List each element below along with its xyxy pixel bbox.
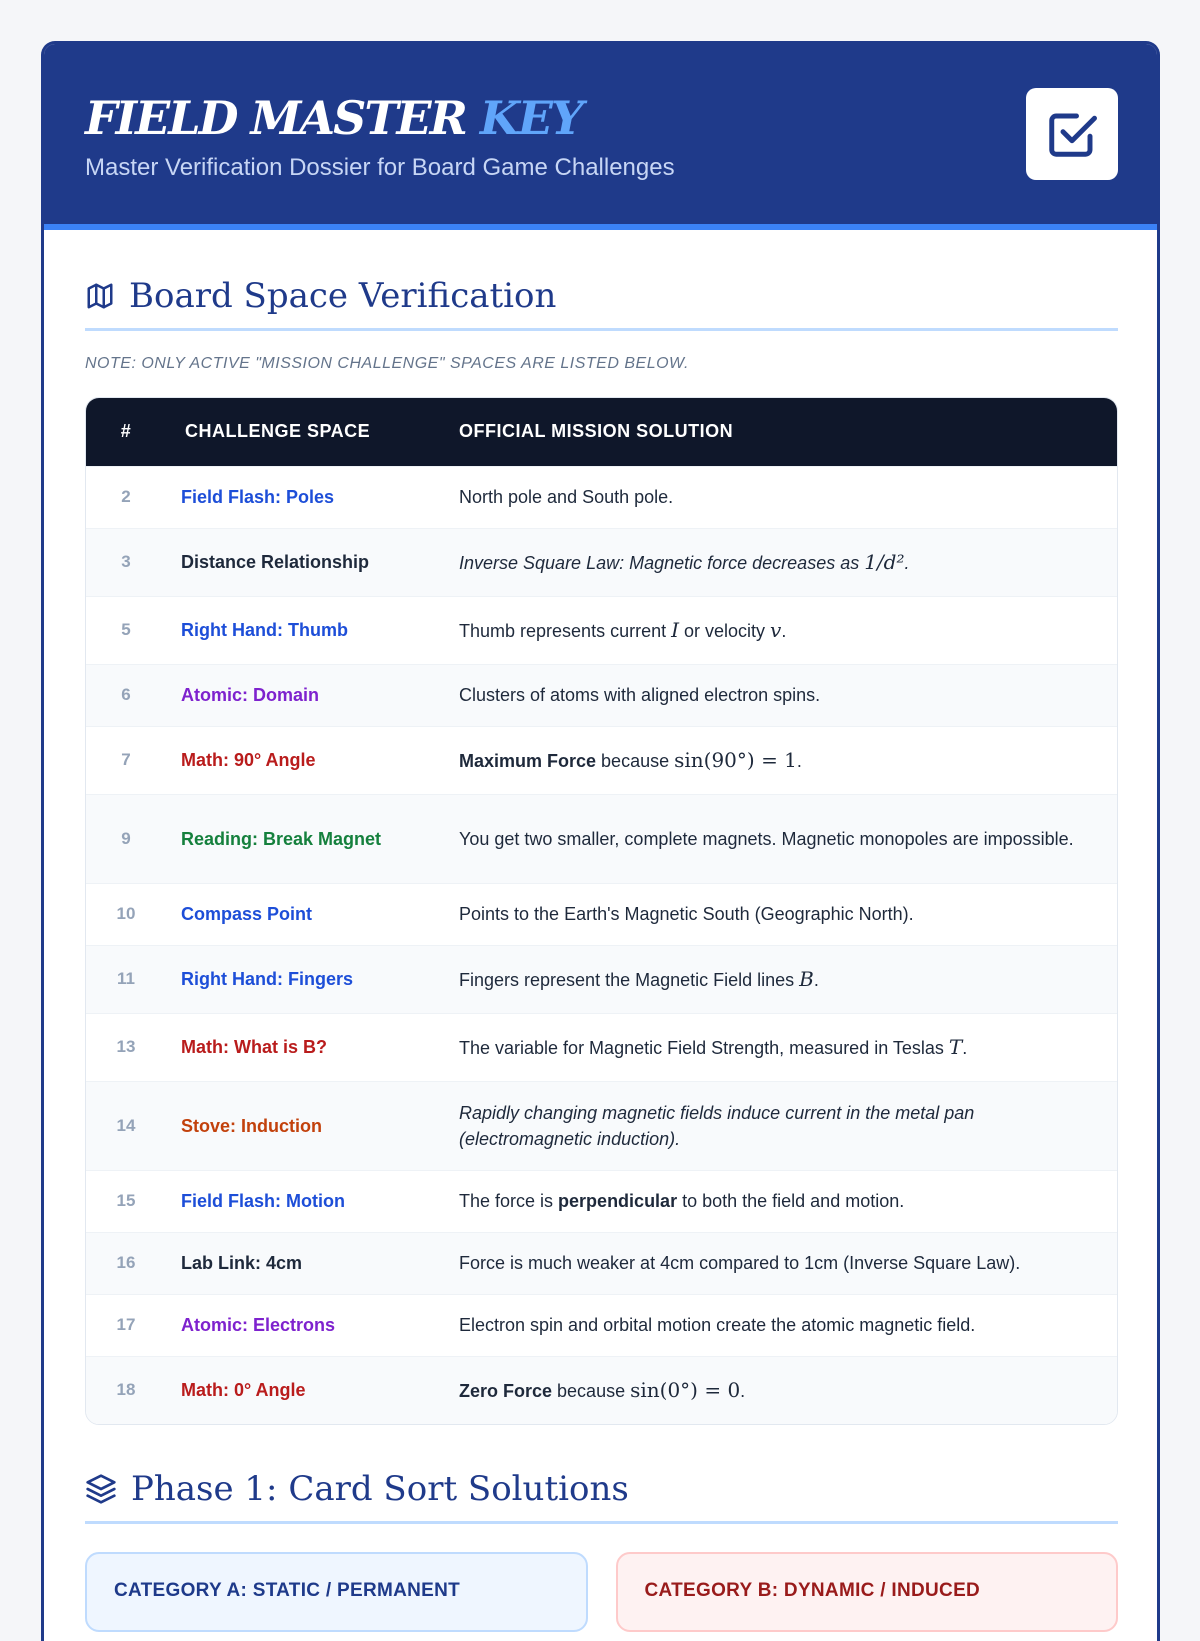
formula: sin(90°) = 1 (674, 747, 797, 772)
challenge-space: Atomic: Domain (166, 664, 459, 726)
section-heading-card-sort (85, 1467, 1118, 1524)
map-icon (85, 281, 115, 311)
column-header-num: # (120, 421, 132, 442)
challenge-space: Math: 90° Angle (166, 726, 459, 794)
mission-solution: Thumb represents current I or velocity v. (459, 596, 1117, 664)
dossier-card (41, 41, 1160, 1641)
mission-solution: North pole and South pole. (459, 466, 1117, 528)
row-number: 10 (86, 883, 166, 945)
table-row (86, 466, 1117, 528)
title-main: FIELD MASTER (85, 91, 466, 145)
section-heading-board-space (85, 274, 1118, 331)
mission-solution: You get two smaller, complete magnets. Magnetic monopoles are impossible. (459, 794, 1117, 883)
row-number: 2 (86, 466, 166, 528)
row-number: 17 (86, 1294, 166, 1356)
challenge-space: Atomic: Electrons (166, 1294, 459, 1356)
mission-solution: Fingers represent the Magnetic Field lines B. (459, 945, 1117, 1013)
category-panels (85, 1552, 1118, 1632)
section-title: Phase 1: Card Sort Solutions (131, 1469, 629, 1509)
table-row (86, 1232, 1117, 1294)
table-row (86, 1294, 1117, 1356)
challenge-space: Lab Link: 4cm (166, 1232, 459, 1294)
section-note: NOTE: ONLY ACTIVE "MISSION CHALLENGE" SPACES ARE LISTED BELOW. (85, 355, 689, 372)
challenge-space: Distance Relationship (166, 528, 459, 596)
page-title (85, 90, 1157, 146)
table-row (86, 1170, 1117, 1232)
table-row (86, 794, 1117, 883)
mission-solution: Force is much weaker at 4cm compared to 1cm (Inverse Square Law). (459, 1232, 1117, 1294)
row-number: 16 (86, 1232, 166, 1294)
table-row (86, 945, 1117, 1013)
challenge-space: Math: What is B? (166, 1013, 459, 1081)
category-b-title: CATEGORY B: DYNAMIC / INDUCED (644, 1580, 981, 1601)
mission-solution: Rapidly changing magnetic fields induce current in the metal pan (electromagnetic induction). (459, 1081, 1117, 1170)
formula: T (948, 1034, 963, 1059)
category-b-panel (616, 1552, 1119, 1632)
challenge-space: Reading: Break Magnet (166, 794, 459, 883)
row-number: 9 (86, 794, 166, 883)
challenge-space: Right Hand: Fingers (166, 945, 459, 1013)
row-number: 14 (86, 1081, 166, 1170)
row-number: 11 (86, 945, 166, 1013)
row-number: 18 (86, 1356, 166, 1424)
table-row (86, 528, 1117, 596)
column-header-space: CHALLENGE SPACE (185, 421, 371, 442)
category-a-title: CATEGORY A: STATIC / PERMANENT (114, 1580, 461, 1601)
mission-solution: Clusters of atoms with aligned electron spins. (459, 664, 1117, 726)
row-number: 15 (86, 1170, 166, 1232)
mission-solution: Inverse Square Law: Magnetic force decreases as 1/d². (459, 528, 1117, 596)
layers-icon (85, 1473, 117, 1505)
table-row (86, 726, 1117, 794)
header (44, 44, 1157, 230)
formula: 1/d² (864, 549, 905, 574)
table-row (86, 1081, 1117, 1170)
challenge-space: Stove: Induction (166, 1081, 459, 1170)
section-title: Board Space Verification (129, 276, 557, 316)
table-row (86, 883, 1117, 945)
column-header-solution: OFFICIAL MISSION SOLUTION (459, 421, 734, 442)
title-accent: KEY (479, 91, 582, 145)
table-header-row (86, 398, 1117, 466)
challenge-space: Field Flash: Poles (166, 466, 459, 528)
mission-solution: The variable for Magnetic Field Strength, measured in Teslas T. (459, 1013, 1117, 1081)
formula: v (770, 617, 782, 642)
challenge-space: Math: 0° Angle (166, 1356, 459, 1424)
formula: B (799, 966, 814, 991)
mission-solution: The force is perpendicular to both the field and motion. (459, 1170, 1117, 1232)
challenge-space: Right Hand: Thumb (166, 596, 459, 664)
row-number: 5 (86, 596, 166, 664)
mission-solution: Electron spin and orbital motion create the atomic magnetic field. (459, 1294, 1117, 1356)
checkbox-icon (1045, 107, 1099, 161)
row-number: 3 (86, 528, 166, 596)
row-number: 7 (86, 726, 166, 794)
logo-badge (1026, 88, 1118, 180)
table-row (86, 1356, 1117, 1424)
row-number: 13 (86, 1013, 166, 1081)
table-row (86, 596, 1117, 664)
table-row (86, 664, 1117, 726)
mission-solution: Points to the Earth's Magnetic South (Geographic North). (459, 883, 1117, 945)
mission-solution: Maximum Force because sin(90°) = 1. (459, 726, 1117, 794)
row-number: 6 (86, 664, 166, 726)
formula: sin(0°) = 0 (630, 1377, 741, 1402)
mission-solution: Zero Force because sin(0°) = 0. (459, 1356, 1117, 1424)
challenge-space: Field Flash: Motion (166, 1170, 459, 1232)
category-a-panel (85, 1552, 588, 1632)
challenge-space: Compass Point (166, 883, 459, 945)
formula: I (671, 617, 679, 642)
challenge-table (85, 397, 1118, 1425)
page-subtitle: Master Verification Dossier for Board Game Challenges (85, 154, 675, 181)
table-row (86, 1013, 1117, 1081)
